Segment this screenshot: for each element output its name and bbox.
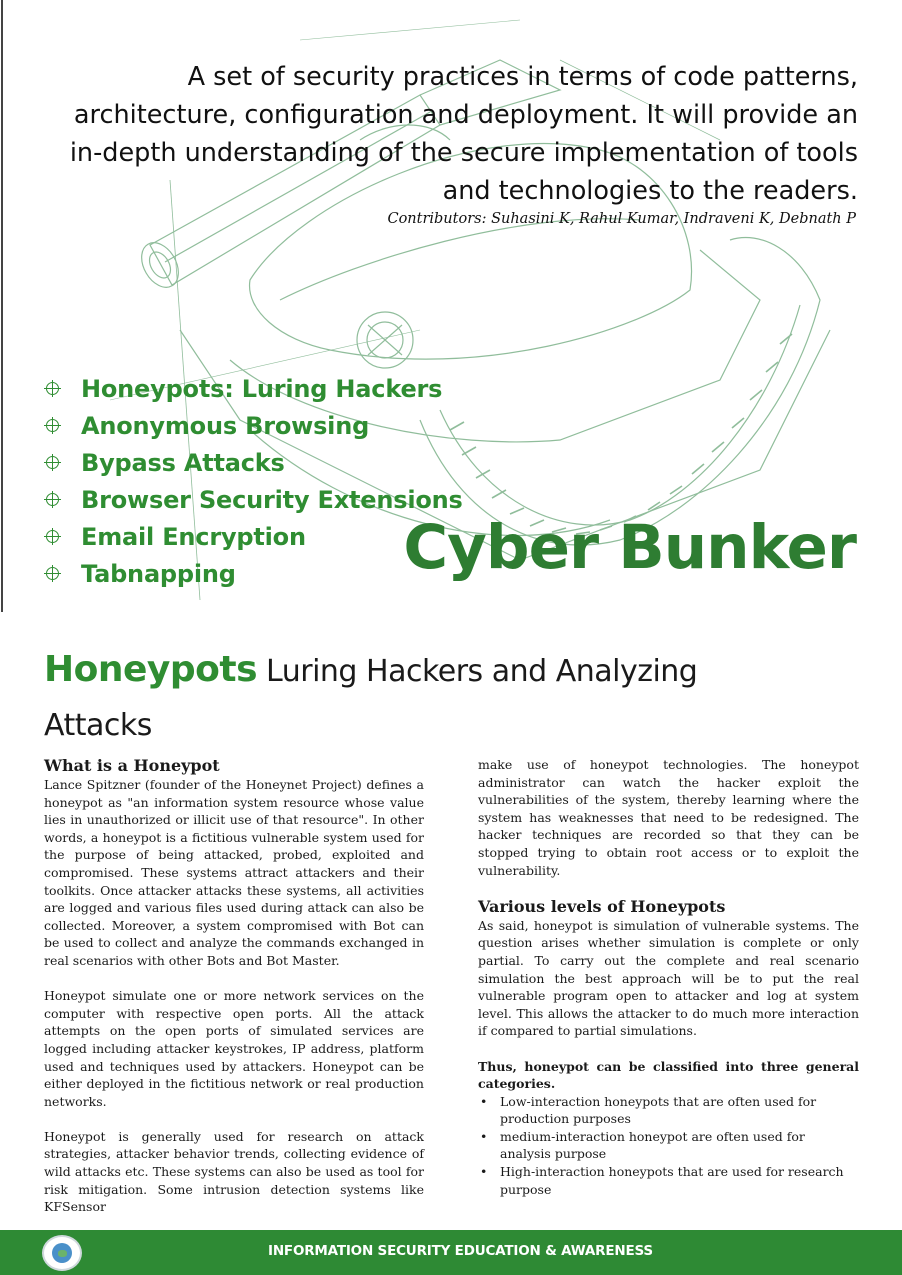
contributors-line: Contributors: Suhasini K, Rahul Kumar, Indraveni K, Debnath P <box>387 211 856 227</box>
footer-text: INFORMATION SECURITY EDUCATION & AWARENESS <box>268 1243 653 1259</box>
topic-item <box>46 481 463 518</box>
topic-list <box>46 370 463 592</box>
body-paragraph: Honeypot simulate one or more network services on the computer with respective open ports. All the attack attempts on the open ports of simulated services are logged including attacker keystrokes, IP address, platform used and techniques used by attackers. Honeypot can be either deployed in the fictitious network or real production networks. <box>44 988 424 1109</box>
crosshair-bullet-icon <box>46 382 59 395</box>
topic-label: Email Encryption <box>81 522 306 551</box>
header-intro-line: in-depth understanding of the secure implementation of tools <box>69 138 858 168</box>
header-intro <box>60 58 858 210</box>
article-title-sub: Attacks <box>44 708 152 743</box>
header-intro-line: and technologies to the readers. <box>442 176 858 206</box>
header-intro-line: A set of security practices in terms of code patterns, <box>187 62 858 92</box>
topic-item <box>46 518 463 555</box>
article-title-main: Honeypots <box>44 649 258 690</box>
body-paragraph: Honeypot is generally used for research on attack strategies, attacker behavior trends, collecting evidence of wild attacks etc. These systems can also be used as tool for risk mitigation. Some intrusion detection systems like KFSensor <box>44 1128 424 1215</box>
article-title <box>44 645 804 755</box>
article-title-sub: Luring Hackers and Analyzing <box>257 654 698 689</box>
classification-lead: Thus, honeypot can be classified into three general categories. <box>478 1058 859 1092</box>
footer-bar <box>0 1230 902 1275</box>
topic-label: Browser Security Extensions <box>81 485 463 514</box>
page-edge-rule <box>1 0 3 612</box>
topic-label: Anonymous Browsing <box>81 411 370 440</box>
crosshair-bullet-icon <box>46 456 59 469</box>
topic-label: Tabnapping <box>81 559 236 588</box>
category-item: • medium-interaction honeypot are often used for analysis purpose <box>478 1128 859 1163</box>
crosshair-bullet-icon <box>46 567 59 580</box>
topic-item <box>46 444 463 481</box>
globe-logo-icon <box>42 1235 82 1271</box>
body-paragraph: make use of honeypot technologies. The honeypot administrator can watch the hacker exploit the vulnerabilities of the system, thereby learning where the system has weaknesses that need to be redesigned. The hacker techniques are recorded so that they can be stopped trying to obtain root access or to exploit the vulnerability. <box>478 757 859 878</box>
section-brand-title: Cyber Bunker <box>403 512 856 583</box>
left-column <box>44 756 424 1233</box>
right-column <box>478 756 859 1198</box>
category-item: • High-interaction honeypots that are used for research purpose <box>478 1163 859 1198</box>
body-paragraph: Lance Spitzner (founder of the Honeynet Project) defines a honeypot as "an information system resource whose value lies in unauthorized or illicit use of that resource". In other words, a honeypot is a fictitious vulnerable system used for the purpose of being attacked, probed, exploited and compromised. These systems attract attackers and their toolkits. Once attacker attacks these systems, all activities are logged and various files used during attack can also be collected. Moreover, a system compromised with Bot can be used to collect and analyze the commands exchanged in real scenarios with other Bots and Bot Master. <box>44 777 424 968</box>
section-heading: What is a Honeypot <box>44 756 220 775</box>
section-heading: Various levels of Honeypots <box>478 896 726 916</box>
topic-item <box>46 407 463 444</box>
topic-item <box>46 370 463 407</box>
body-paragraph: As said, honeypot is simulation of vulnerable systems. The question arises whether simulation is complete or only partial. To carry out the complete and real scenario simulation the best approach will be to put the real vulnerable program open to attacker and log at system level. This allows the attacker to do much more interaction if compared to partial simulations. <box>478 917 859 1039</box>
category-item: • Low-interaction honeypots that are often used for production purposes <box>478 1093 859 1128</box>
category-list <box>478 1093 859 1199</box>
topic-label: Bypass Attacks <box>81 448 285 477</box>
crosshair-bullet-icon <box>46 419 59 432</box>
topic-item <box>46 555 463 592</box>
crosshair-bullet-icon <box>46 530 59 543</box>
header-intro-line: architecture, configuration and deployment. It will provide an <box>73 100 858 130</box>
topic-label: Honeypots: Luring Hackers <box>81 374 443 403</box>
crosshair-bullet-icon <box>46 493 59 506</box>
